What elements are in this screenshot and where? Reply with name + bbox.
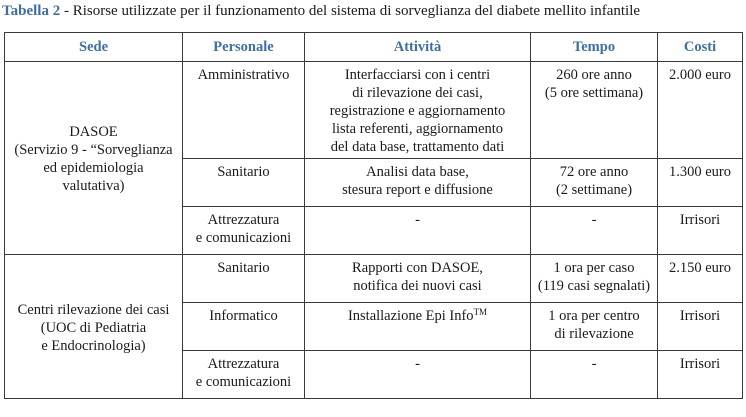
personale-line: Sanitario xyxy=(217,164,270,180)
personale-cell xyxy=(183,207,305,255)
tempo-line: di rilevazione xyxy=(554,326,634,342)
tempo-line: 1 ora per caso xyxy=(553,260,635,276)
tempo-line: 72 ore anno xyxy=(559,164,629,180)
personale-cell xyxy=(183,303,305,351)
costi-cell: 2.000 euro xyxy=(658,62,743,159)
costi-cell: Irrisori xyxy=(658,351,743,399)
costi-cell: Irrisori xyxy=(658,303,743,351)
personale-cell xyxy=(183,62,305,159)
attivita-line: di rilevazione dei casi, xyxy=(352,85,483,101)
tempo-cell xyxy=(531,255,658,303)
caption-label: Tabella 2 xyxy=(2,3,61,19)
sede-cell xyxy=(5,62,183,255)
attivita-cell: - xyxy=(305,351,531,399)
personale-cell xyxy=(183,159,305,207)
costi-cell: 2.150 euro xyxy=(658,255,743,303)
attivita-cell xyxy=(305,255,531,303)
tempo-line: (119 casi segnalati) xyxy=(537,278,651,294)
caption-separator: - xyxy=(60,3,73,19)
sede-line: (Servizio 9 - “Sorveglianza xyxy=(14,142,173,158)
tempo-cell xyxy=(531,159,658,207)
tempo-cell xyxy=(531,303,658,351)
sede-cell xyxy=(5,255,183,399)
personale-line: Amministrativo xyxy=(197,67,290,83)
sede-line: (UOC di Pediatria xyxy=(40,319,147,336)
attivita-cell xyxy=(305,303,531,351)
caption-text: Risorse utilizzate per il funzionamento del sistema di sorveglianza del diabete mellito infantile xyxy=(72,3,641,19)
trademark-superscript: TM xyxy=(473,307,488,317)
costi-cell: 1.300 euro xyxy=(658,159,743,207)
tempo-line: (5 ore settimana) xyxy=(544,85,644,101)
sede-line: Centri rilevazione dei casi xyxy=(17,301,170,318)
attivita-line: notifica dei nuovi casi xyxy=(353,278,482,294)
header-tempo: Tempo xyxy=(531,33,658,62)
attivita-line: registrazione e aggiornamento xyxy=(329,103,506,119)
personale-line: e comunicazioni xyxy=(195,374,292,390)
attivita-cell: - xyxy=(305,207,531,255)
sede-line: DASOE xyxy=(69,124,118,140)
personale-line: Attrezzatura xyxy=(207,212,280,228)
personale-line: Informatico xyxy=(209,308,278,324)
tempo-line: 260 ore anno xyxy=(556,67,632,83)
attivita-line: lista referenti, aggiornamento xyxy=(331,121,504,137)
personale-cell xyxy=(183,351,305,399)
table-row xyxy=(5,255,743,303)
attivita-cell xyxy=(305,62,531,159)
tempo-line: (2 settimane) xyxy=(555,182,633,198)
header-costi: Costi xyxy=(658,33,743,62)
header-attivita: Attività xyxy=(305,33,531,62)
sede-line: e Endocrinologia) xyxy=(41,337,146,354)
table-row xyxy=(5,62,743,159)
attivita-line: Rapporti con DASOE, xyxy=(352,260,483,276)
attivita-line: Interfacciarsi con i centri xyxy=(344,67,491,83)
sede-line: ed epidemiologia valutativa) xyxy=(43,160,144,194)
attivita-line: stesura report e diffusione xyxy=(342,182,493,198)
personale-cell xyxy=(183,255,305,303)
attivita-line: del data base, trattamento dati xyxy=(330,139,505,155)
personale-line: Sanitario xyxy=(217,260,270,276)
tempo-line: 1 ora per centro xyxy=(548,308,640,324)
attivita-text: Installazione Epi Info xyxy=(347,308,474,324)
resources-table xyxy=(4,32,743,399)
attivita-cell xyxy=(305,159,531,207)
personale-line: Attrezzatura xyxy=(207,356,280,372)
attivita-line: Analisi data base, xyxy=(366,164,469,180)
personale-line: e comunicazioni xyxy=(195,230,292,246)
table-caption xyxy=(2,1,744,21)
costi-cell: Irrisori xyxy=(658,207,743,255)
header-sede: Sede xyxy=(5,33,183,62)
header-personale: Personale xyxy=(183,33,305,62)
tempo-cell: - xyxy=(531,207,658,255)
tempo-cell xyxy=(531,62,658,159)
tempo-cell: - xyxy=(531,351,658,399)
header-row xyxy=(5,33,743,62)
